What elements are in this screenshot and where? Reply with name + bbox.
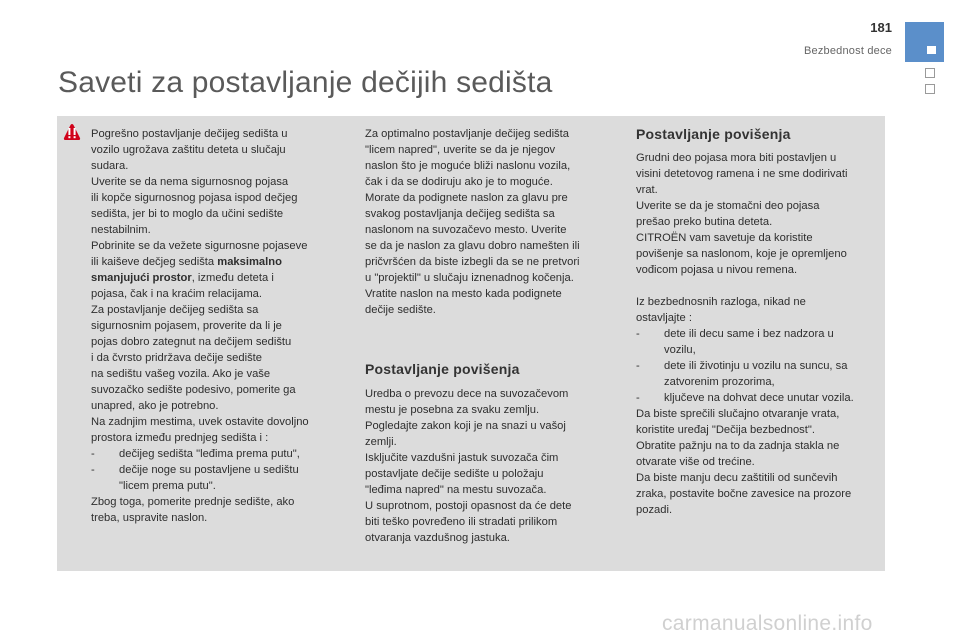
- tab-marker-icon: [927, 46, 936, 54]
- page-number: 181: [870, 20, 892, 35]
- column-3: [636, 126, 881, 518]
- bullet-text: dečijeg sedišta "leđima prema putu",: [119, 448, 300, 460]
- bullet-dash: -: [636, 392, 640, 404]
- col1-bold: maksimalno smanjujući prostor: [91, 256, 282, 284]
- bullet-text: dečije noge su postavljene u sedištu "licem prema putu".: [119, 464, 299, 492]
- bullet-dash: -: [91, 464, 95, 476]
- col3-para-1: Grudni deo pojasa mora biti postavljen u visini detetovog ramena i ne sme dodirivati vrat. Uverite se da je stomačni deo pojasa prešao preko butina deteta. CITROËN vam savetuje da koristite povišenje sa naslonom, koje je opremljeno vođicom pojasa u nivou remena.: [636, 152, 848, 276]
- col2-heading: Postavljanje povišenja: [365, 361, 520, 377]
- col3-para-2: Iz bezbednosnih razloga, nikad ne ostavljajte :: [636, 296, 806, 324]
- col3-para-3: Da biste sprečili slučajno otvaranje vrata, koristite uređaj "Dečija bezbednost". Obratite pažnju na to da zadnja stakla ne otvarate više od trećine. Da biste manju decu zaštitili od sunčevih zraka, postavite bočne zavesice na prozore pozadi.: [636, 408, 852, 516]
- chapter-tab[interactable]: [905, 22, 944, 62]
- chapter-tab-box[interactable]: [925, 84, 935, 94]
- page-title: Saveti za postavljanje dečijih sedišta: [58, 66, 553, 99]
- bullet-text: dete ili decu same i bez nadzora u vozilu,: [664, 328, 834, 356]
- chapter-tab-box[interactable]: [925, 68, 935, 78]
- bullet-item: [636, 358, 881, 390]
- bullet-item: [91, 462, 336, 494]
- column-2: [365, 126, 615, 546]
- col1-para-1: Pogrešno postavljanje dečijeg sedišta u vozilo ugrožava zaštitu deteta u slučaju sudara. Uverite se da nema sigurnosnog pojasa ili kopče sigurnosnog pojasa ispod dečjeg sedišta, jer bi to moglo da učini sedište nestabilnim. Pobrinite se da vežete sigurnosne pojaseve ili kaiševe dečjeg sedišta: [91, 128, 308, 268]
- bullet-item: [636, 326, 881, 358]
- watermark: carmanualsonline.info: [662, 612, 873, 635]
- bullet-text: dete ili životinju u vozilu na suncu, sa zatvorenim prozorima,: [664, 360, 848, 388]
- bullet-dash: -: [91, 448, 95, 460]
- col1-para-2: , između deteta i pojasa, čak i na kraćim relacijama. Za postavljanje dečijeg sedišta sa sigurnosnim pojasem, proverite da li je pojas dobro zategnut na dečijem sedištu i da čvrsto pridržava dečije sedište na sedištu vašeg vozila. Ako je vaše suvozačko sedište podesivo, pomerite ga unapred, ako je potrebno. Na zadnjim mestima, uvek ostavite dovoljno prostora između prednjeg sedišta i :: [91, 272, 309, 444]
- column-1: [91, 126, 336, 526]
- col2-para-1: Za optimalno postavljanje dečijeg sedišta "licem napred", uverite se da je njegov naslon što je moguće bliži naslonu vozila, čak i da se dodiruju ako je to moguće. Morate da podignete naslon za glavu pre svakog postavljanja dečijeg sedišta sa naslonom na suvozačevo mesto. Uverite se da je naslon za glavu dobro namešten ili pričvršćen da biste izbegli da se ne pretvori u "projektil" u slučaju iznenadnog kočenja. Vratite naslon na mesto kada podignete dečije sedište.: [365, 128, 580, 316]
- bullet-text: ključeve na dohvat dece unutar vozila.: [664, 392, 854, 404]
- section-title: Bezbednost dece: [803, 45, 892, 57]
- col3-heading: Postavljanje povišenja: [636, 126, 791, 142]
- bullet-dash: -: [636, 328, 640, 340]
- bullet-item: [636, 390, 881, 406]
- bullet-dash: -: [636, 360, 640, 372]
- col1-para-3: Zbog toga, pomerite prednje sedište, ako treba, uspravite naslon.: [91, 496, 295, 524]
- bullet-item: [91, 446, 336, 462]
- warning-icon: [63, 123, 81, 141]
- col1-text: [91, 126, 336, 446]
- col2-para-2: Uredba o prevozu dece na suvozačevom mestu je posebna za svaku zemlju. Pogledajte zakon koji je na snazi u vašoj zemlji. Isključite vazdušni jastuk suvozača čim postavljate dečije sedište u položaju "leđima napred" na mestu suvozača. U suprotnom, postoji opasnost da će dete biti teško povređeno ili stradati prilikom otvaranja vazdušnog jastuka.: [365, 388, 572, 544]
